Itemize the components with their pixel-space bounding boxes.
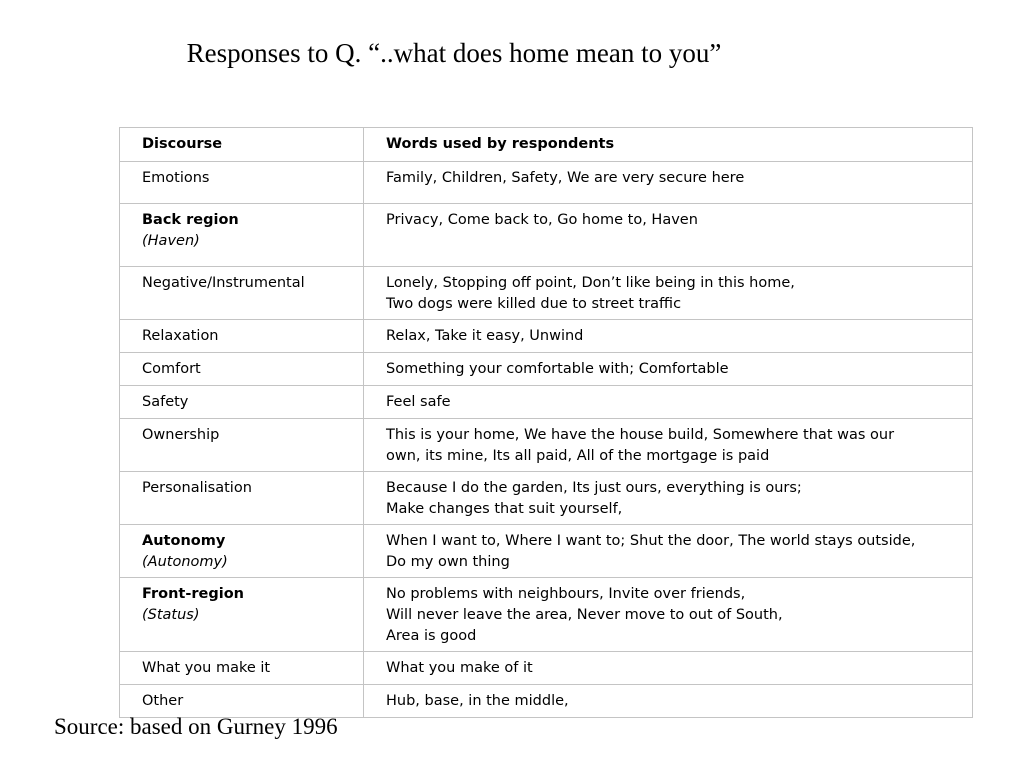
discourse-cell [120,320,364,353]
discourse-cell [120,652,364,685]
words-line: Privacy, Come back to, Go home to, Haven [386,212,698,228]
discourse-sublabel: (Autonomy) [142,554,228,570]
table-row [120,267,973,320]
discourse-cell [120,578,364,652]
table-row [120,578,973,652]
words-line: Relax, Take it easy, Unwind [386,328,584,344]
table-row [120,472,973,525]
slide-title: Responses to Q. “..what does home mean to you” [186,38,722,68]
table-row [120,652,973,685]
table-row [120,419,973,472]
table-row [120,525,973,578]
words-cell [364,320,973,353]
discourse-cell [120,685,364,718]
words-line: Because I do the garden, Its just ours, everything is ours; [386,480,802,496]
words-line: When I want to, Where I want to; Shut the door, The world stays outside, [386,533,916,549]
discourse-label: Relaxation [142,328,219,344]
words-cell [364,652,973,685]
words-line: This is your home, We have the house build, Somewhere that was our [386,427,895,443]
words-line: own, its mine, Its all paid, All of the mortgage is paid [386,448,770,464]
table-header-row [120,128,973,162]
words-cell [364,525,973,578]
discourse-label: Negative/Instrumental [142,275,305,291]
words-line: Family, Children, Safety, We are very secure here [386,170,745,186]
header-words: Words used by respondents [364,128,973,162]
table-row [120,204,973,267]
discourse-label: Other [142,693,184,709]
words-line: Do my own thing [386,554,510,570]
discourse-label: What you make it [142,660,271,676]
words-cell [364,204,973,267]
table-row [120,685,973,718]
discourse-label: Ownership [142,427,220,443]
words-line: Hub, base, in the middle, [386,693,569,709]
words-line: Area is good [386,628,477,644]
discourse-label: Back region [142,212,239,228]
discourse-label: Safety [142,394,189,410]
words-cell [364,472,973,525]
source-note: Source: based on Gurney 1996 [54,714,338,739]
words-cell [364,578,973,652]
discourse-cell [120,162,364,204]
words-line: Lonely, Stopping off point, Don’t like being in this home, [386,275,795,291]
discourse-label: Comfort [142,361,201,377]
discourse-cell [120,525,364,578]
discourse-sublabel: (Status) [142,607,200,623]
discourse-cell [120,353,364,386]
discourse-cell [120,419,364,472]
words-line: No problems with neighbours, Invite over friends, [386,586,746,602]
words-cell [364,162,973,204]
words-cell [364,419,973,472]
discourse-cell [120,472,364,525]
words-line: Something your comfortable with; Comfortable [386,361,729,377]
discourse-sublabel: (Haven) [142,233,200,249]
table-row [120,353,973,386]
discourse-cell [120,204,364,267]
discourse-cell [120,386,364,419]
header-discourse: Discourse [120,128,364,162]
words-line: Two dogs were killed due to street traffic [386,296,682,312]
words-cell [364,353,973,386]
table-row [120,162,973,204]
discourse-label: Personalisation [142,480,252,496]
table-row [120,386,973,419]
words-cell [364,685,973,718]
discourse-label: Front-region [142,586,244,602]
discourse-cell [120,267,364,320]
words-cell [364,386,973,419]
words-cell [364,267,973,320]
words-line: Will never leave the area, Never move to out of South, [386,607,783,623]
discourse-label: Emotions [142,170,210,186]
responses-table [119,127,973,718]
words-line: Feel safe [386,394,451,410]
words-line: Make changes that suit yourself, [386,501,623,517]
words-line: What you make of it [386,660,533,676]
table-row [120,320,973,353]
discourse-label: Autonomy [142,533,226,549]
